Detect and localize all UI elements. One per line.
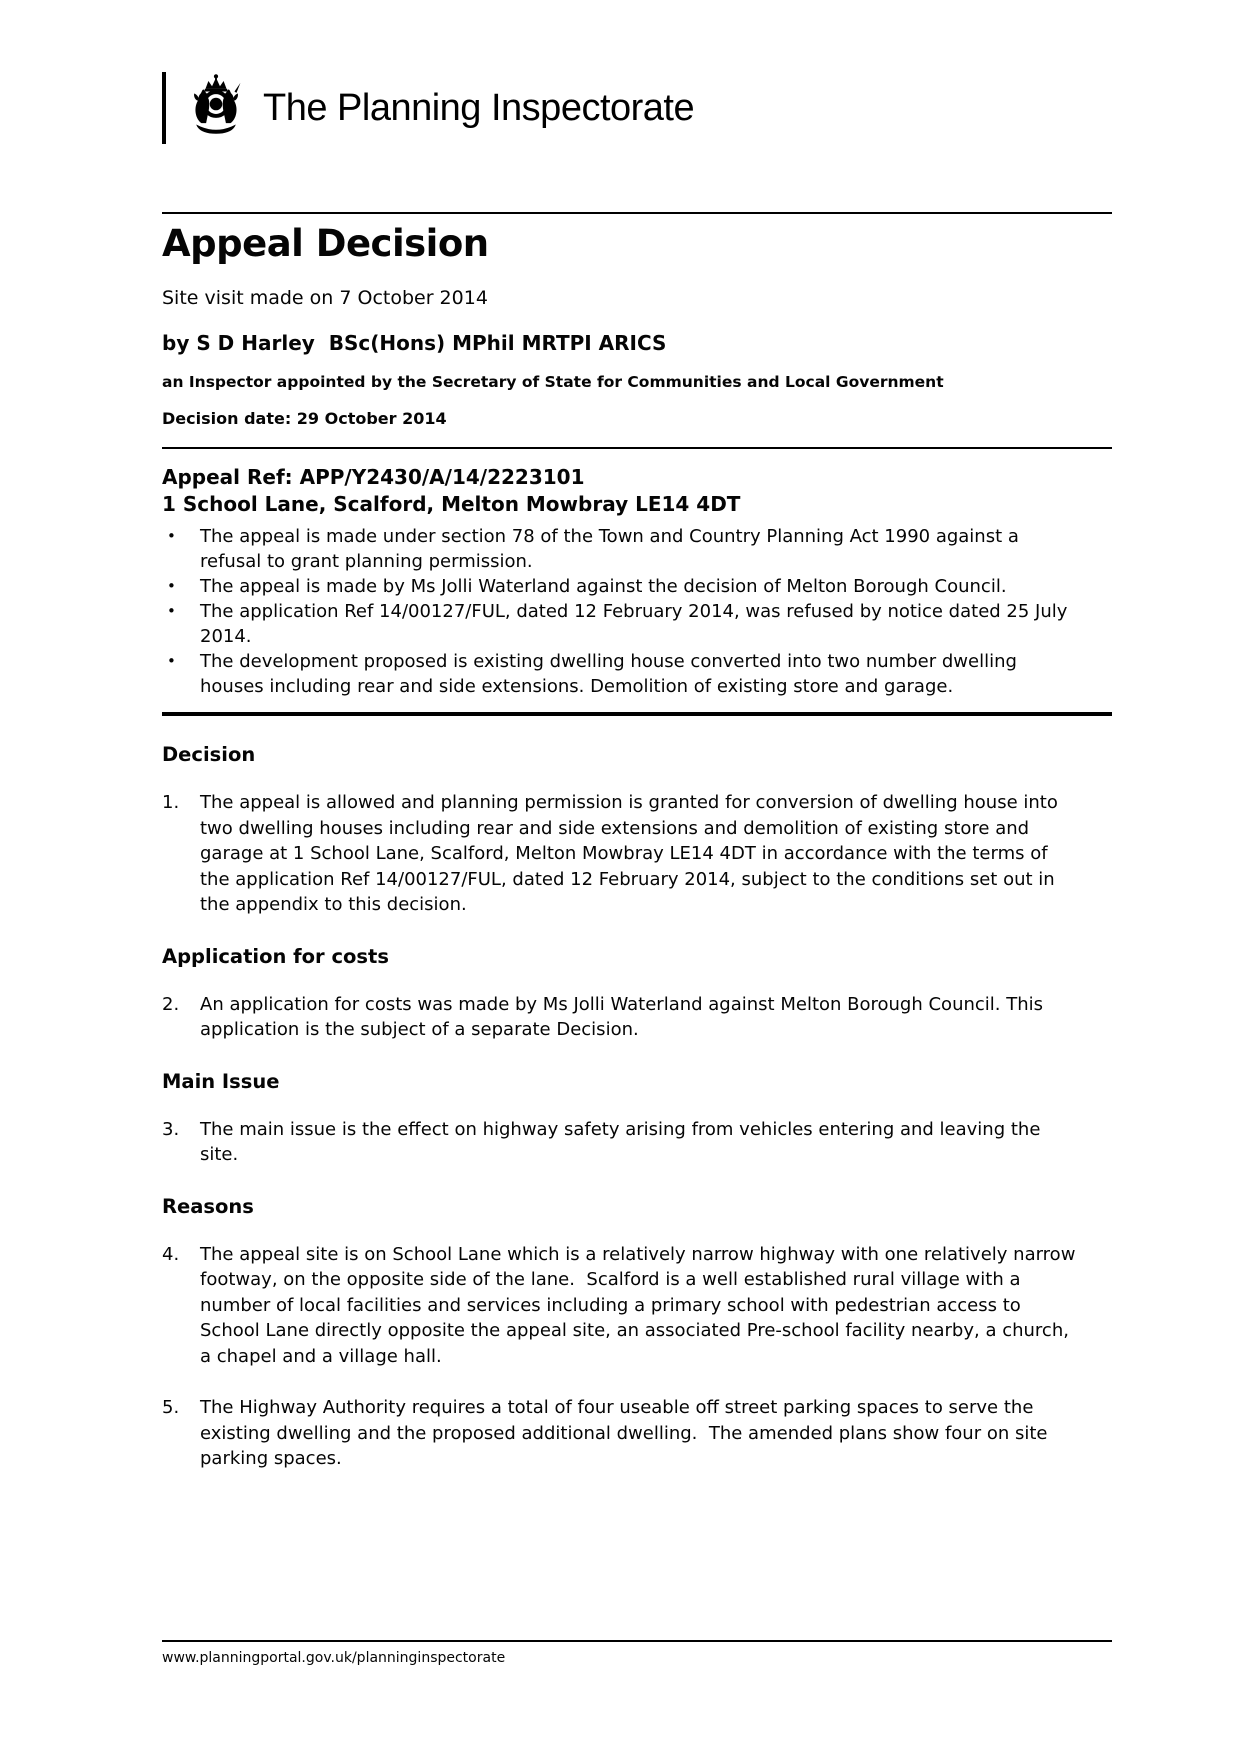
paragraph-text: An application for costs was made by Ms Jolli Waterland against Melton Borough Council. This application is the subject of a separate Decision. (200, 993, 1049, 1040)
bullet-item (162, 574, 1112, 599)
logo-divider-bar (162, 72, 166, 144)
appeal-detail-bullets (162, 524, 1112, 699)
appeal-ref-line: Appeal Ref: APP/Y2430/A/14/2223101 (162, 465, 585, 489)
paragraph-number: 1. (162, 792, 180, 813)
bullet-marker: • (167, 527, 176, 545)
paragraph-text: The Highway Authority requires a total of four useable off street parking spaces to serve the existing dwelling and the proposed additional dwelling. The amended plans show four on site parking spaces. (200, 1397, 1054, 1469)
footer-url: www.planningportal.gov.uk/planninginspectorate (162, 1650, 506, 1666)
inspector-note: an Inspector appointed by the Secretary of State for Communities and Local Government (162, 373, 944, 391)
appeal-ref-block (162, 464, 1112, 518)
bullet-text: The application Ref 14/00127/FUL, dated 12 February 2014, was refused by notice dated 25 July 2014. (200, 601, 1074, 647)
paragraph-text: The main issue is the effect on highway safety arising from vehicles entering and leaving the site. (200, 1118, 1047, 1165)
bullet-marker: • (167, 577, 176, 595)
inspector-line: by S D Harley BSc(Hons) MPhil MRTPI ARICS (162, 331, 667, 355)
header (162, 70, 1112, 146)
footer-rule (162, 1640, 1112, 1642)
footer (162, 1640, 1112, 1667)
royal-coat-of-arms-icon (183, 71, 249, 145)
bullet-text: The appeal is made under section 78 of the Town and Country Planning Act 1990 against a refusal to grant planning permission. (200, 526, 1025, 572)
decision-date-line: Decision date: 29 October 2014 (162, 409, 447, 428)
numbered-paragraph (162, 1395, 1112, 1472)
page-title: Appeal Decision (162, 222, 489, 265)
appeal-address-line: 1 School Lane, Scalford, Melton Mowbray LE14 4DT (162, 492, 741, 516)
paragraph-number: 4. (162, 1243, 180, 1265)
horizontal-rule-top (162, 212, 1112, 214)
bullet-item (162, 649, 1112, 699)
paragraph-number: 2. (162, 993, 180, 1015)
horizontal-rule-under-date (162, 447, 1112, 449)
section-heading-main-issue: Main Issue (162, 1069, 280, 1093)
document-content (162, 0, 1112, 1472)
bullet-item (162, 524, 1112, 574)
site-visit-line: Site visit made on 7 October 2014 (162, 287, 488, 309)
paragraph-text: The appeal is allowed and planning permission is granted for conversion of dwelling house into two dwelling houses including rear and side extensions and demolition of existing store and garage at 1 School Lane, Scalford, Melton Mowbray LE14 4DT in accordance with the terms of the application Ref 14/00127/FUL, dated 12 February 2014, subject to the conditions set out in the appendix to this decision. (200, 792, 1064, 915)
section-heading-application-for-costs: Application for costs (162, 944, 389, 968)
numbered-paragraph (162, 1242, 1112, 1370)
bullet-text: The development proposed is existing dwelling house converted into two number dwelling houses including rear and side extensions. Demolition of existing store and garage. (200, 651, 1023, 697)
section-heading-reasons: Reasons (162, 1194, 254, 1218)
paragraph-number: 5. (162, 1397, 180, 1418)
bullet-marker: • (167, 602, 176, 620)
numbered-paragraph (162, 790, 1112, 918)
numbered-paragraph (162, 992, 1112, 1043)
paragraph-text: The appeal site is on School Lane which is a relatively narrow highway with one relatively narrow footway, on the opposite side of the lane. Scalford is a well established rural village with a number of local facilities and services including a primary school with pedestrian access to School Lane directly opposite the appeal site, an associated Pre-school facility nearby, a church, a chapel and a village hall. (200, 1243, 1082, 1367)
bullet-marker: • (167, 652, 176, 670)
numbered-paragraph (162, 1117, 1112, 1168)
section-heading-decision: Decision (162, 743, 256, 766)
bullet-item (162, 599, 1112, 649)
horizontal-rule-thick (162, 712, 1112, 716)
bullet-text: The appeal is made by Ms Jolli Waterland against the decision of Melton Borough Council. (200, 576, 1007, 597)
paragraph-number: 3. (162, 1118, 180, 1140)
brand-title: The Planning Inspectorate (263, 86, 695, 129)
